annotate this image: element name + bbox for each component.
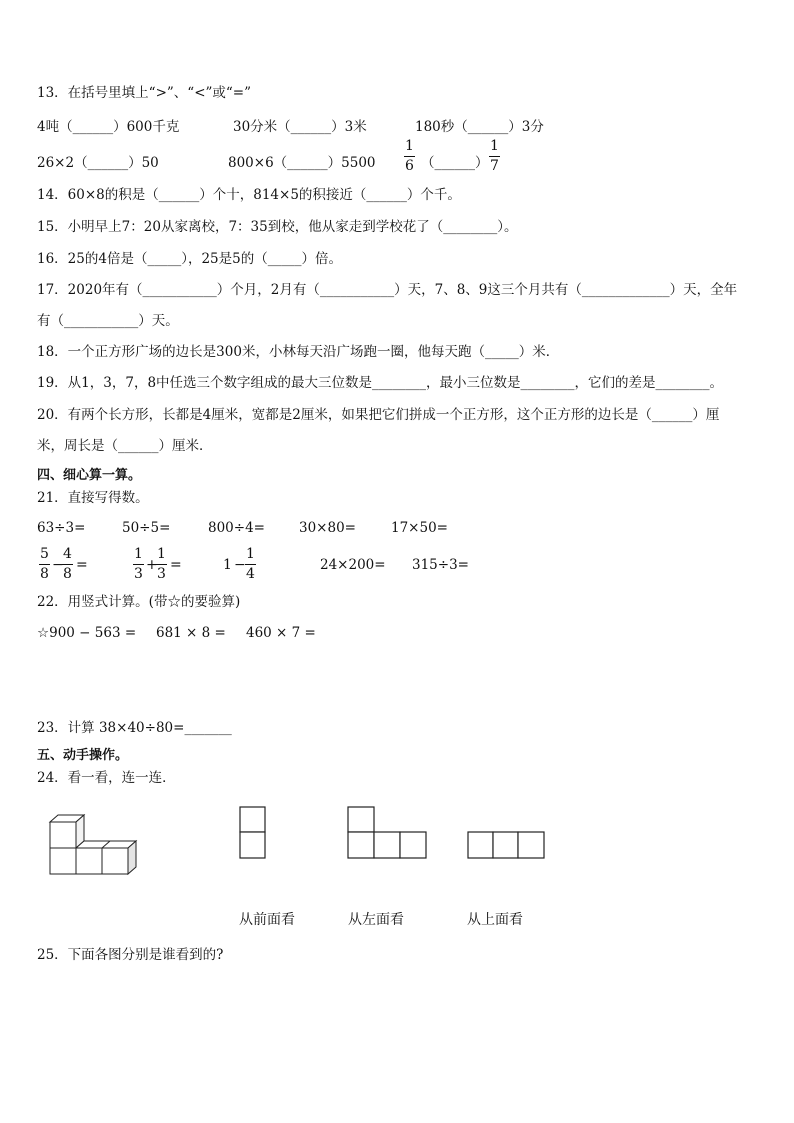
q21-frac-2a — [133, 547, 144, 582]
q21-item-1: 63÷3= — [37, 520, 86, 536]
numerator: 1 — [134, 546, 143, 562]
fraction-bar — [62, 564, 73, 565]
denominator: 7 — [490, 158, 499, 174]
fraction-bar — [133, 564, 144, 565]
q15-text: 15．小明早上7：20从家离校，7：35到校，他从家走到学校花了（________）。 — [37, 219, 518, 235]
fraction-bar — [489, 156, 500, 157]
q21-op-3: − — [234, 557, 246, 573]
q21-eq-2: = — [170, 557, 182, 573]
q13-item-4: 26×2（______）50 — [37, 155, 159, 171]
cube-stack-figure — [44, 812, 140, 880]
q22-title: 22．用竖式计算。(带☆的要验算) — [37, 594, 241, 610]
denominator: 4 — [246, 566, 255, 582]
q21-item-3: 800÷4= — [208, 520, 265, 536]
q21-op-1: − — [52, 557, 64, 573]
numerator: 4 — [63, 546, 72, 562]
q22-item-3: 460 × 7 = — [246, 625, 316, 641]
denominator: 3 — [157, 566, 166, 582]
q21-item-10: 315÷3= — [412, 557, 469, 573]
q21-frac-1a — [39, 547, 50, 582]
q13-item-3: 180秒（______）3分 — [415, 119, 544, 135]
q17-line-2: 有（___________）天。 — [37, 313, 179, 329]
fraction-bar — [404, 156, 415, 157]
q21-whole-3: 1 — [223, 557, 232, 573]
q21-frac-1b — [62, 547, 73, 582]
q13-blank: （______） — [421, 155, 489, 171]
q18-text: 18．一个正方形广场的边长是300米，小林每天沿广场跑一圈，他每天跑（_____）米． — [37, 344, 560, 360]
q13-fraction-a — [404, 139, 415, 174]
view-two-stacked-squares — [239, 806, 267, 860]
view-three-in-row — [467, 831, 546, 860]
view-l-shape — [347, 806, 428, 860]
fraction-bar — [156, 564, 167, 565]
fraction-bar — [245, 564, 256, 565]
q21-item-9: 24×200= — [320, 557, 386, 573]
q25-text: 25．下面各图分别是谁看到的? — [37, 947, 224, 963]
fraction-bar — [39, 564, 50, 565]
q16-text: 16．25的4倍是（_____），25是5的（_____）倍。 — [37, 251, 342, 267]
numerator: 1 — [157, 546, 166, 562]
q19-text: 19．从1，3，7，8中任选三个数字组成的最大三位数是________，最小三位数是________，它们的差是________。 — [37, 375, 724, 391]
q23-text: 23．计算 38×40÷80=_______ — [37, 720, 232, 736]
q21-title: 21．直接写得数。 — [37, 490, 149, 506]
q21-item-5: 17×50= — [391, 520, 448, 536]
numerator: 5 — [40, 546, 49, 562]
denominator: 6 — [405, 158, 414, 174]
numerator: 1 — [246, 546, 255, 562]
section-5-heading: 五、动手操作。 — [37, 748, 129, 763]
section-4-heading: 四、细心算一算。 — [37, 468, 142, 483]
q13-fraction-b — [489, 139, 500, 174]
q21-item-4: 30×80= — [299, 520, 356, 536]
label-left-view: 从左面看 — [348, 912, 404, 928]
q13-item-2: 30分米（______）3米 — [233, 119, 367, 135]
q21-frac-2b — [156, 547, 167, 582]
numerator: 1 — [405, 138, 414, 154]
denominator: 8 — [40, 566, 49, 582]
q21-item-2: 50÷5= — [122, 520, 171, 536]
q22-item-2: 681 × 8 = — [156, 625, 226, 641]
q13-item-5: 800×6（______）5500 — [228, 155, 376, 171]
q20-line-1: 20．有两个长方形，长都是4厘米，宽都是2厘米，如果把它们拼成一个正方形，这个正方形的边长是（______）厘 — [37, 407, 720, 423]
numerator: 1 — [490, 138, 499, 154]
q14-text: 14．60×8的积是（______）个十，814×5的积接近（______）个千。 — [37, 187, 461, 203]
denominator: 3 — [134, 566, 143, 582]
q21-frac-3b — [245, 547, 256, 582]
q13-title: 13．在括号里填上“>”、“<”或“=” — [37, 85, 252, 101]
q20-line-2: 米，周长是（______）厘米． — [37, 438, 213, 454]
q17-line-1: 17．2020年有（___________）个月，2月有（___________）天，7、8、9这三个月共有（_____________）天，全年 — [37, 282, 738, 298]
q21-op-2: + — [146, 557, 158, 573]
q24-title: 24．看一看，连一连． — [37, 770, 176, 786]
q21-eq-1: = — [76, 557, 88, 573]
label-top-view: 从上面看 — [467, 912, 523, 928]
denominator: 8 — [63, 566, 72, 582]
q13-item-1: 4吨（______）600千克 — [37, 119, 180, 135]
q22-item-1: ☆900 − 563 = — [37, 625, 137, 641]
label-front-view: 从前面看 — [239, 912, 295, 928]
